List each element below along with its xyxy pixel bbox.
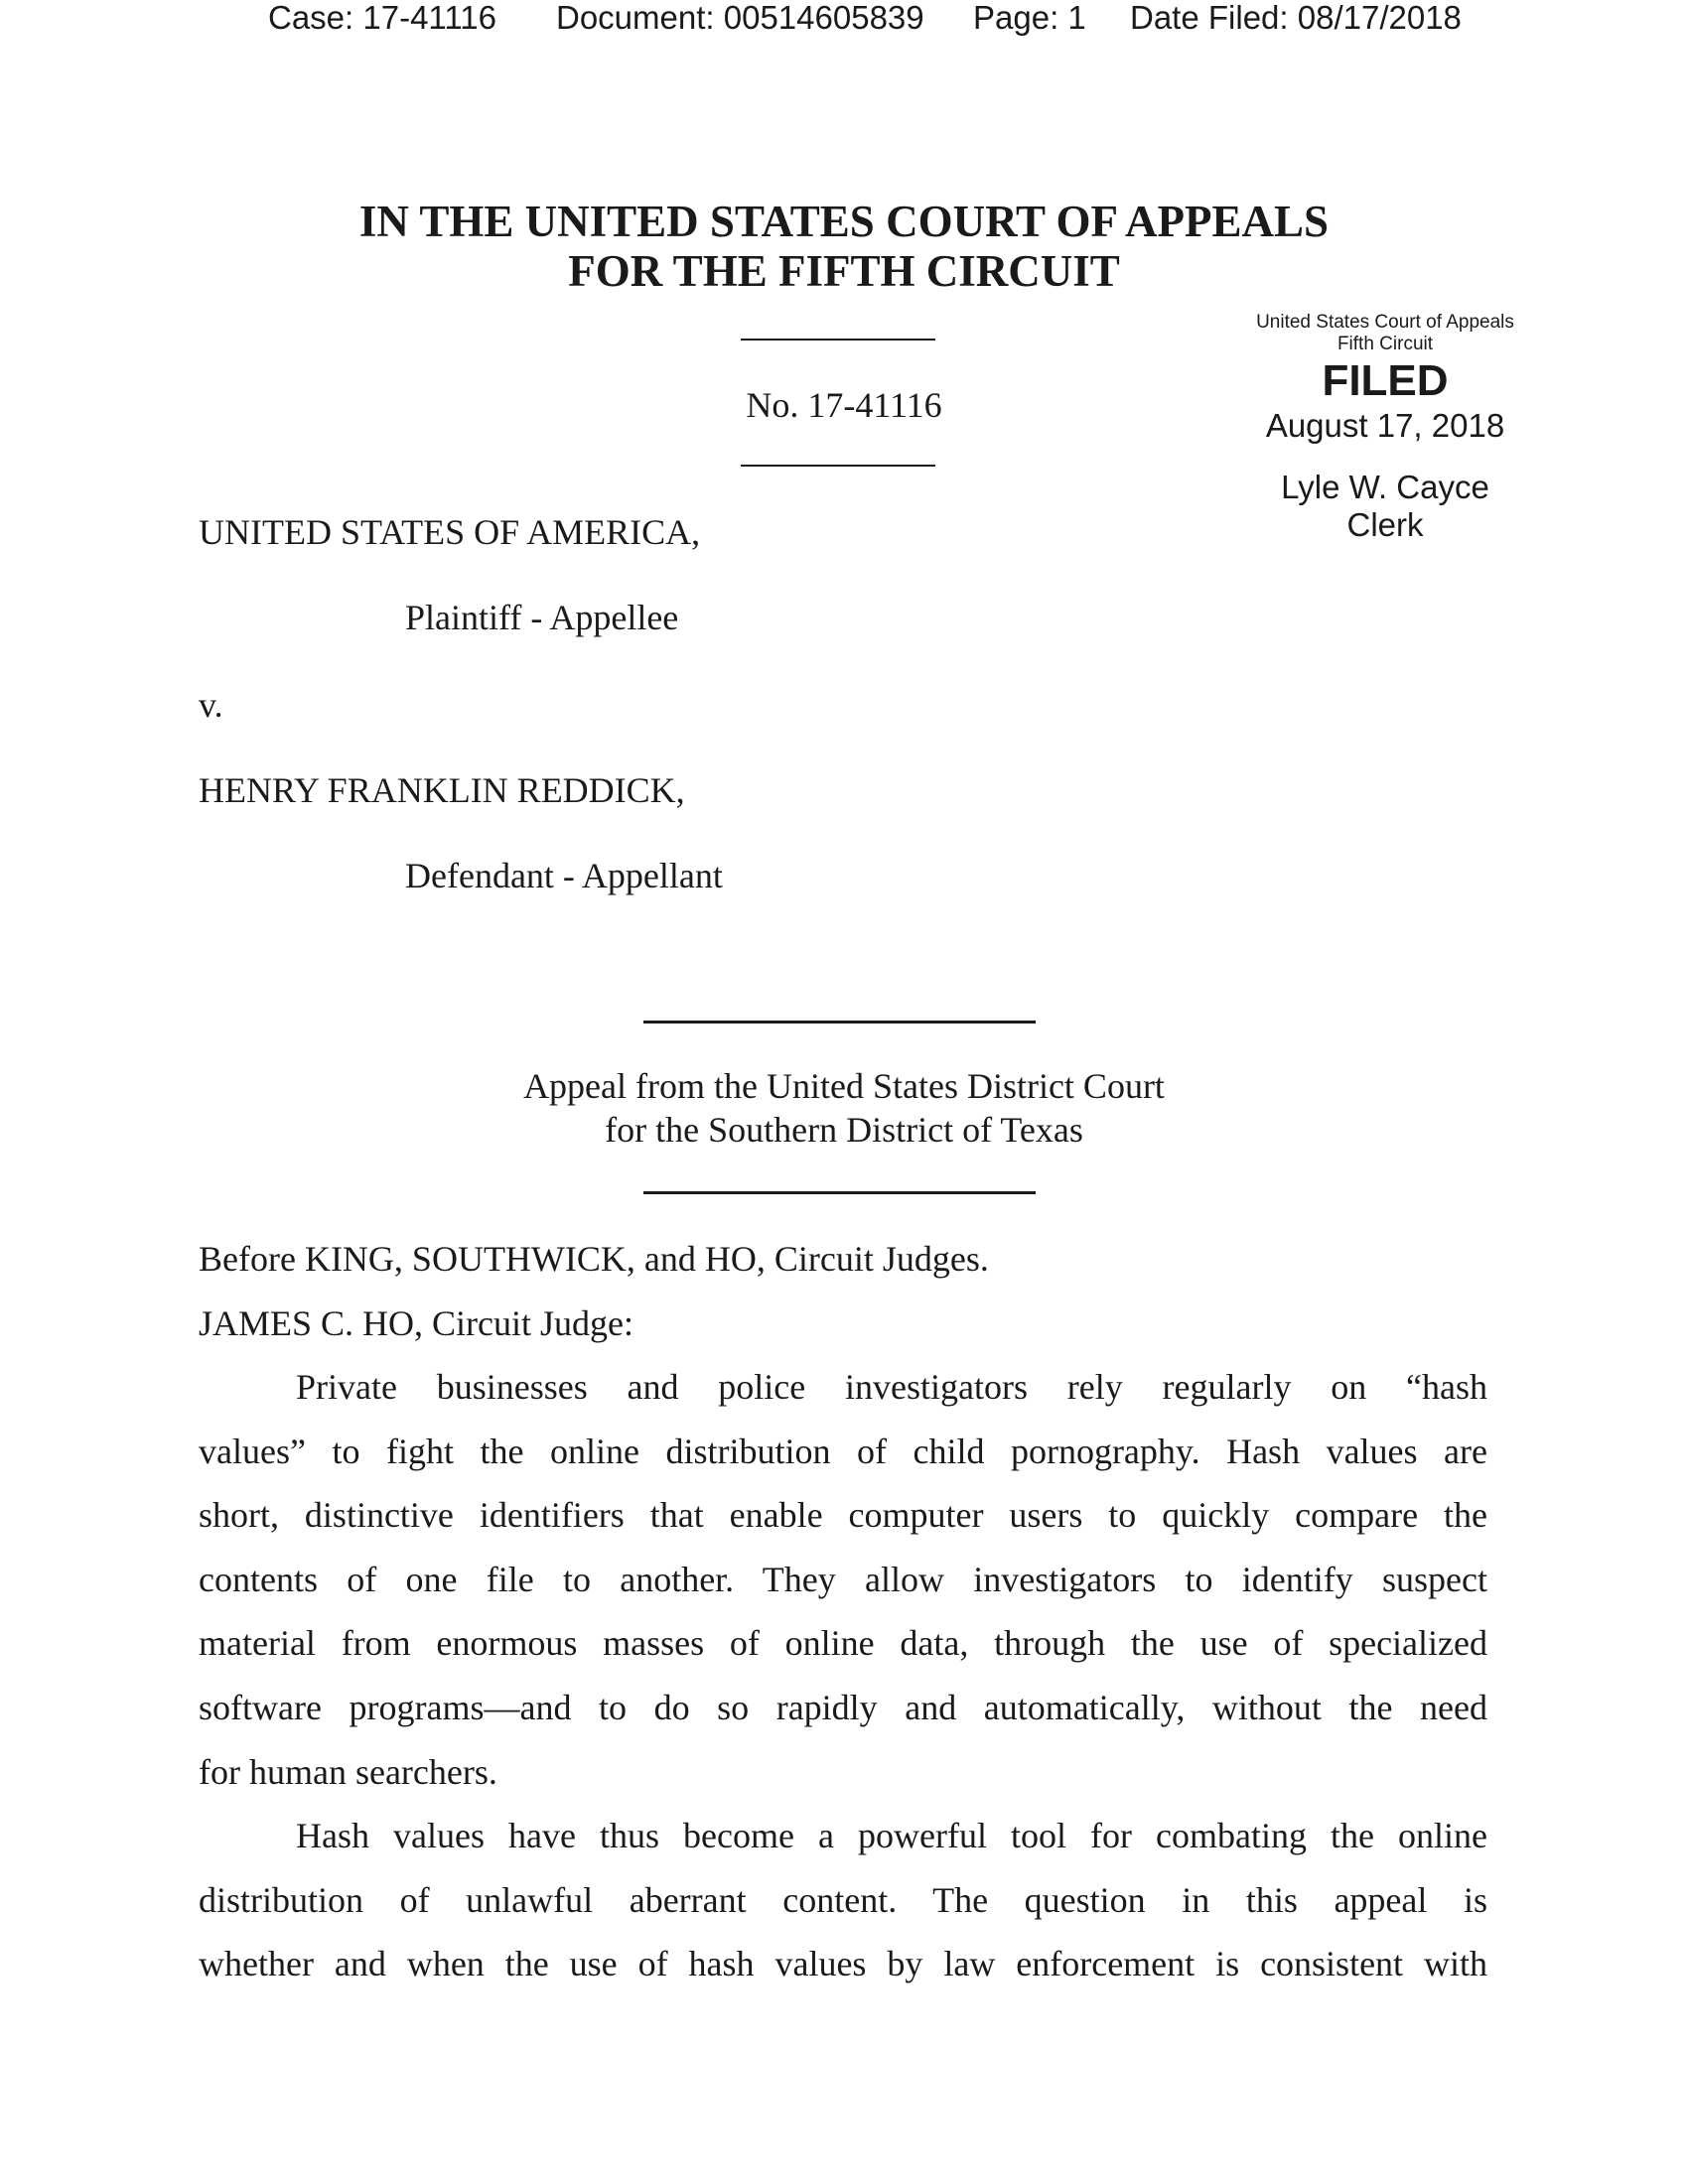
defendant-role: Defendant - Appellant <box>405 856 723 895</box>
appeal-origin-line1: Appeal from the United States District Court <box>523 1066 1165 1106</box>
defendant-name: HENRY FRANKLIN REDDICK, <box>199 770 685 810</box>
paragraph-line: distribution of unlawful aberrant content. The question in this appeal is <box>199 1880 1487 1920</box>
opinion-body <box>199 0 1487 2184</box>
panel-line: Before KING, SOUTHWICK, and HO, Circuit Judges. <box>199 1239 989 1279</box>
paragraph-line: Private businesses and police investigators rely regularly on “hash <box>296 1367 1487 1407</box>
header-document-number: Document: 00514605839 <box>556 0 924 36</box>
paragraph-line: values” to fight the online distribution of child pornography. Hash values are <box>199 1432 1487 1471</box>
court-title-line2: FOR THE FIFTH CIRCUIT <box>568 246 1120 296</box>
plaintiff-name: UNITED STATES OF AMERICA, <box>199 512 701 552</box>
court-title-line1: IN THE UNITED STATES COURT OF APPEALS <box>358 197 1330 246</box>
versus: v. <box>199 685 223 725</box>
paragraph-line: whether and when the use of hash values by law enforcement is consistent with <box>199 1944 1487 1983</box>
header-page-number: Page: 1 <box>973 0 1086 36</box>
filed-stamp-clerk-name: Lyle W. Cayce <box>1281 469 1489 505</box>
case-number: No. 17-41116 <box>746 385 942 425</box>
filed-stamp-court: United States Court of Appeals <box>1256 312 1514 333</box>
paragraph-line: for human searchers. <box>199 1752 497 1792</box>
plaintiff-role: Plaintiff - Appellee <box>405 598 679 637</box>
filed-stamp-label: FILED <box>1322 356 1449 405</box>
filed-stamp-clerk-title: Clerk <box>1346 506 1424 543</box>
author-line: JAMES C. HO, Circuit Judge: <box>199 1303 634 1343</box>
header-case-number: Case: 17-41116 <box>268 0 496 36</box>
appeal-origin-line2: for the Southern District of Texas <box>605 1110 1083 1150</box>
filed-stamp-date: August 17, 2018 <box>1265 407 1505 444</box>
paragraph-line: Hash values have thus become a powerful tool for combating the online <box>296 1816 1487 1855</box>
paragraph-line: contents of one file to another. They allow investigators to identify suspect <box>199 1560 1487 1599</box>
paragraph-line: material from enormous masses of online data, through the use of specialized <box>199 1623 1487 1663</box>
paragraph-line: short, distinctive identifiers that enable computer users to quickly compare the <box>199 1495 1487 1535</box>
header-date-filed: Date Filed: 08/17/2018 <box>1130 0 1462 36</box>
paragraph-line: software programs—and to do so rapidly and automatically, without the need <box>199 1688 1487 1727</box>
filed-stamp-circuit: Fifth Circuit <box>1336 334 1434 354</box>
